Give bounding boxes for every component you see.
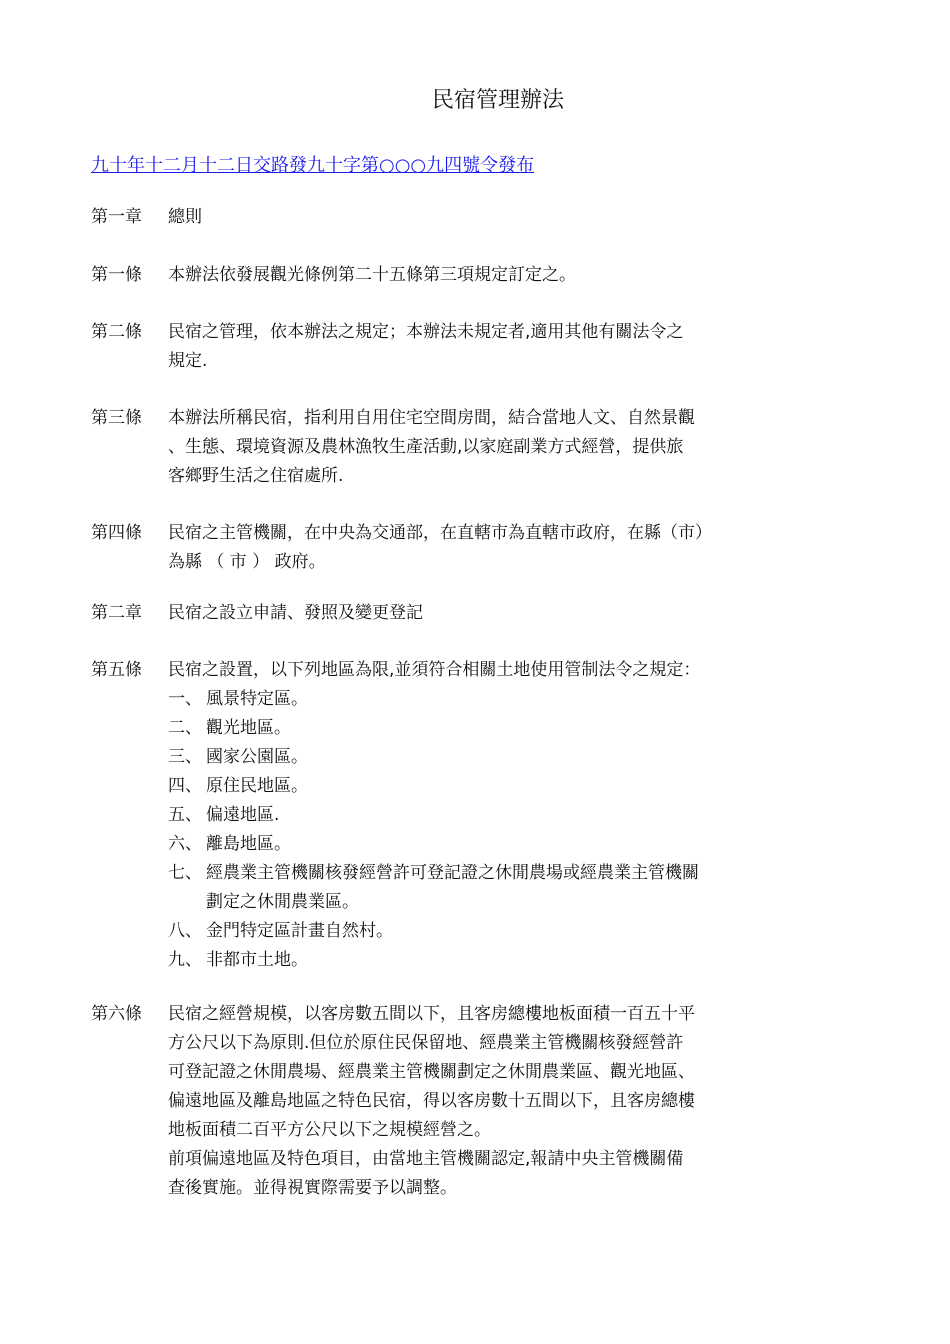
item-number: 三、 [168,747,202,767]
article-line: 前項偏遠地區及特色項目，由當地主管機關認定,報請中央主管機關備 [168,1149,684,1169]
article-line: 本辦法所稱民宿，指利用自用住宅空間房間，結合當地人文、自然景觀 [168,408,695,428]
chapter-label: 第二章 [91,603,142,623]
item-text: 離島地區。 [206,834,291,854]
article-text [168,656,778,975]
article-text [168,261,778,290]
article-line: 民宿之管理，依本辦法之規定；本辦法未規定者,適用其他有關法令之 [168,322,684,342]
item-number: 七、 [168,863,202,883]
chapter-label: 第一章 [91,207,142,227]
article-6 [91,1000,778,1203]
article-label: 第一條 [91,265,142,285]
article-line: 偏遠地區及離島地區之特色民宿，得以客房數十五間以下，且客房總樓 [168,1091,695,1111]
list-item [168,772,778,801]
list-item [168,685,778,714]
article-line: 規定. [168,351,208,371]
item-text: 觀光地區。 [206,718,291,738]
article-intro: 民宿之設置，以下列地區為限,並須符合相關土地使用管制法令之規定： [168,660,701,680]
article-label: 第二條 [91,322,142,342]
article-line: 可登記證之休閒農場、經農業主管機關劃定之休閒農業區、觀光地區、 [168,1062,695,1082]
article-text [168,1000,778,1203]
article-1 [91,261,778,290]
item-number: 六、 [168,834,202,854]
item-line: 經農業主管機關核發經營許可登記證之休閒農場或經農業主管機關 [206,863,699,883]
list-item [168,714,778,743]
article-line: 、生態、環境資源及農林漁牧生產活動,以家庭副業方式經營，提供旅 [168,437,684,457]
article-5 [91,656,778,975]
item-number: 八、 [168,921,202,941]
article-label: 第六條 [91,1004,142,1024]
document-title: 民宿管理辦法 [431,88,564,113]
article-text [168,519,778,577]
article-line: 本辦法依發展觀光條例第二十五條第三項規定訂定之。 [168,265,576,285]
item-line: 劃定之休閒農業區。 [206,892,359,912]
item-number: 二、 [168,718,202,738]
chapter-title: 總則 [168,207,202,227]
chapter-heading [91,599,778,628]
list-item [168,859,778,917]
list-item [168,801,778,830]
article-4 [91,519,778,577]
article-line: 方公尺以下為原則.但位於原住民保留地、經農業主管機關核發經營許 [168,1033,684,1053]
article-line: 民宿之經營規模，以客房數五間以下，且客房總樓地板面積一百五十平 [168,1004,695,1024]
chapter-heading [91,203,778,232]
item-text: 原住民地區。 [206,776,308,796]
article-line: 查後實施。並得視實際需要予以調整。 [168,1178,457,1198]
list-item [168,830,778,859]
article-text [168,404,778,491]
article-2 [91,318,778,376]
article-label: 第五條 [91,660,142,680]
item-text [206,859,699,917]
item-number: 四、 [168,776,202,796]
list-item [168,743,778,772]
article-line: 地板面積二百平方公尺以下之規模經營之。 [168,1120,491,1140]
article-line: 為縣 （ 市 ） 政府。 [168,552,326,572]
article-3 [91,404,778,491]
item-text: 國家公園區。 [206,747,308,767]
article-label: 第四條 [91,523,142,543]
item-number: 五、 [168,805,202,825]
item-text: 偏遠地區. [206,805,280,825]
item-number: 一、 [168,689,202,709]
decree-link[interactable]: 九十年十二月十二日交路發九十字第○○○九四號令發布 [91,155,535,176]
list-item [168,946,778,975]
item-text: 金門特定區計畫自然村。 [206,921,393,941]
article-line: 民宿之主管機關，在中央為交通部，在直轄市為直轄市政府，在縣（市） [168,523,712,543]
chapter-title: 民宿之設立申請、發照及變更登記 [168,603,423,623]
item-text: 風景特定區。 [206,689,308,709]
article-text [168,318,778,376]
list-item [168,917,778,946]
article-label: 第三條 [91,408,142,428]
article-line: 客鄉野生活之住宿處所. [168,466,344,486]
item-text: 非都市土地。 [206,950,308,970]
item-number: 九、 [168,950,202,970]
